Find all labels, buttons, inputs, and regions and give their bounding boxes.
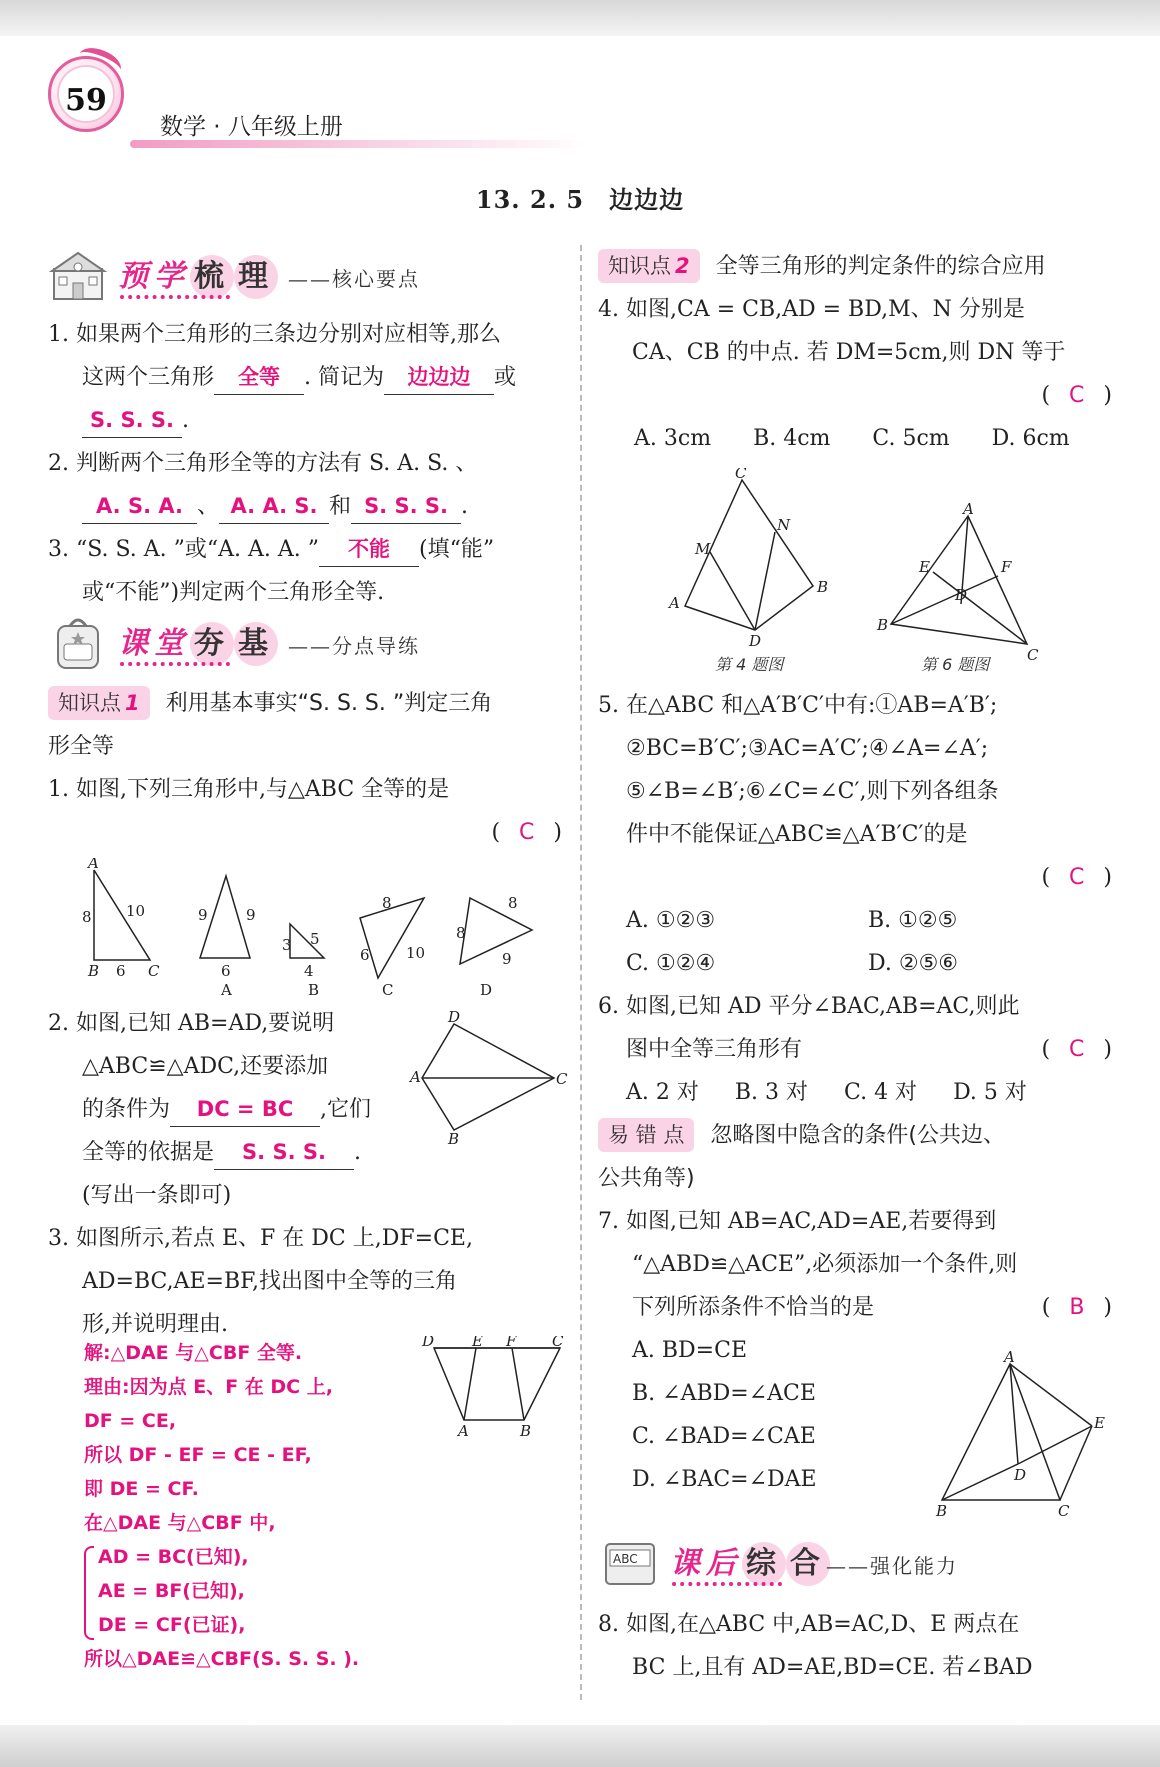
kp2-tag: 知识点 2	[598, 249, 700, 283]
preview-q2-line2: A. S. A. 、 A. A. S. 和 S. S. S. .	[48, 485, 568, 528]
svg-text:D: D	[422, 1336, 435, 1350]
preview-q3-line2: 或“不能”)判定两个三角形全等.	[82, 580, 385, 605]
svg-text:6: 6	[221, 962, 231, 980]
header-rule	[130, 140, 590, 148]
bottom-bezel	[0, 1725, 1160, 1767]
abc-book-icon	[600, 1532, 660, 1592]
banner-subtitle: ——强化能力	[826, 1554, 958, 1578]
q5-answer: ( C )	[1041, 865, 1118, 890]
svg-text:C: C	[556, 1070, 568, 1088]
option-d-label: D	[480, 981, 493, 998]
q6-line1: 6. 如图,已知 AD 平分∠BAC,AB=AC,则此	[598, 994, 1020, 1019]
svg-text:D: D	[955, 586, 968, 604]
top-bezel	[0, 0, 1160, 36]
svg-text:F: F	[1001, 558, 1012, 576]
svg-text:E: E	[1094, 1414, 1105, 1432]
svg-text:C: C	[148, 962, 160, 980]
q8: 8. 如图,在△ABC 中,AB=AC,D、E 两点在 BC 上,且有 AD=AE,BD=CE. 若∠BAD	[598, 1612, 1033, 1680]
svg-text:F: F	[506, 1336, 517, 1350]
svg-text:4: 4	[304, 962, 314, 980]
backpack-icon	[48, 612, 108, 672]
banner-subtitle: ——分点导练	[288, 634, 420, 658]
class-q1-answer: ( C )	[491, 820, 568, 845]
q7-option-b: B. ∠ABD=∠ACE	[632, 1381, 816, 1406]
q2-figure	[408, 1010, 568, 1145]
column-divider	[580, 245, 582, 1700]
svg-text:B: B	[936, 1502, 948, 1520]
fig6-shape	[891, 516, 1027, 644]
svg-text:B: B	[877, 616, 889, 634]
svg-text:C: C	[1027, 646, 1039, 664]
kp1-heading-cont: 形全等	[48, 734, 115, 759]
q5-line1: 5. 在△ABC 和△A′B′C′中有:①AB=A′B′;	[598, 693, 998, 718]
q7-line1: 7. 如图,已知 AB=AC,AD=AE,若要得到	[598, 1209, 997, 1234]
preview-q2-line1: 2. 判断两个三角形全等的方法有 S. A. S. 、	[48, 451, 478, 476]
svg-text:N: N	[777, 516, 791, 534]
q4-line1: 4. 如图,CA = CB,AD = BD,M、N 分别是	[598, 297, 1025, 322]
svg-text:B: B	[88, 962, 100, 980]
preview-questions	[48, 313, 568, 614]
svg-text:5: 5	[310, 930, 320, 948]
svg-text:6: 6	[360, 946, 370, 964]
book-title: 数学 · 八年级上册	[160, 114, 343, 140]
q7-figure	[930, 1350, 1120, 1520]
q5-line2: ②BC=B′C′;③AC=A′C′;④∠A=∠A′;	[626, 736, 989, 761]
svg-text:A: A	[1004, 1350, 1015, 1366]
svg-text:A: A	[458, 1422, 469, 1440]
svg-text:10: 10	[126, 902, 146, 920]
svg-text:10: 10	[406, 944, 426, 962]
svg-text:M: M	[695, 540, 711, 558]
err-heading: 易 错 点 忽略图中隐含的条件(公共边、	[598, 1114, 1118, 1157]
svg-text:9: 9	[246, 906, 256, 924]
svg-text:A: A	[410, 1068, 421, 1086]
svg-text:E: E	[472, 1336, 483, 1350]
q3-solution: 解:△DAE 与△CBF 全等. 理由:因为点 E、F 在 DC 上, DF = CE, 所以 DF - EF = CE - EF, 即 DE = CF. 在△DAE 与△CBF 中, AD = BC(已知), AE = BF(已知), DE = CF(已证), 所以△DAE≌△CBF(S. S. S. ).	[84, 1336, 414, 1676]
svg-text:9: 9	[502, 950, 512, 968]
svg-text:9: 9	[198, 906, 208, 924]
svg-text:8: 8	[508, 894, 518, 912]
svg-text:C: C	[1058, 1502, 1070, 1520]
preview-q1-line1: 1. 如果两个三角形的三条边分别对应相等,那么	[48, 322, 501, 347]
q5-options-row2: C. ①②④ D. ②⑤⑥	[626, 951, 959, 976]
q7-option-d: D. ∠BAC=∠DAE	[632, 1467, 817, 1492]
section-title: 13. 2. 5 边边边	[475, 185, 685, 214]
banner-class	[48, 612, 568, 672]
svg-text:B: B	[448, 1130, 460, 1145]
q7-line3: 下列所添条件不恰当的是 ( B )	[632, 1295, 1118, 1320]
err-tag: 易 错 点	[598, 1118, 694, 1152]
q5-line3: ⑤∠B=∠B′;⑥∠C=∠C′,则下列各组条	[626, 779, 999, 804]
q4-line2: CA、CB 的中点. 若 DM=5cm,则 DN 等于	[632, 340, 1066, 365]
svg-text:6: 6	[116, 962, 126, 980]
svg-text:D: D	[448, 1010, 461, 1026]
page-number: 59	[65, 83, 107, 118]
q4-options: A. 3cm B. 4cm C. 5cm D. 6cm	[634, 426, 1070, 451]
svg-text:8: 8	[456, 924, 466, 942]
option-b-label: B	[308, 981, 320, 998]
svg-text:A: A	[963, 500, 974, 518]
banner-title: 课堂 夯 基	[118, 618, 278, 666]
q5-line4: 件中不能保证△ABC≌△A′B′C′的是	[626, 822, 968, 847]
preview-q3-line1: 3. “S. S. A. ”或“A. A. A. ” 不能 (填“能”	[48, 528, 568, 571]
q7-option-c: C. ∠BAD=∠CAE	[632, 1424, 816, 1449]
fig6-caption: 第 6 题图	[921, 655, 990, 674]
banner-subtitle: ——核心要点	[288, 267, 420, 291]
q4-q6-figures	[665, 468, 1065, 678]
kp2-heading: 知识点 2 全等三角形的判定条件的综合应用	[598, 245, 1118, 288]
svg-text:B: B	[817, 578, 829, 596]
option-a-label: A	[221, 981, 232, 998]
svg-text:C: C	[552, 1336, 564, 1350]
class-q1: 1. 如图,下列三角形中,与△ABC 全等的是	[48, 777, 450, 802]
svg-text:D: D	[1014, 1466, 1027, 1484]
fig4-caption: 第 4 题图	[715, 655, 784, 674]
class-questions	[48, 682, 568, 854]
svg-text:3: 3	[282, 936, 292, 954]
class-q3: 3. 如图所示,若点 E、F 在 DC 上,DF=CE, AD=BC,AE=BF,找出图中全等的三角 形,并说明理由.	[48, 1226, 473, 1337]
err-heading-cont: 公共角等)	[598, 1166, 695, 1191]
brace-icon	[84, 1546, 94, 1640]
kp1-tag: 知识点 1	[48, 686, 150, 720]
q7-line2: “△ABD≌△ACE”,必须添加一个条件,则	[632, 1252, 1018, 1277]
svg-text:8: 8	[82, 908, 92, 926]
banner-title: 课后 综 合	[670, 1538, 830, 1586]
svg-text:B: B	[520, 1422, 532, 1440]
q3-figure	[420, 1336, 570, 1446]
preview-q1-line2: 这两个三角形 全等 . 简记为 边边边 或	[48, 356, 568, 399]
banner-after	[600, 1532, 1120, 1592]
right-column-top	[598, 245, 1118, 460]
svg-text:A: A	[669, 594, 680, 612]
banner-preview	[48, 245, 568, 305]
svg-text:D: D	[749, 632, 762, 650]
preview-q1-line3: S. S. S. .	[48, 399, 568, 442]
svg-text:C: C	[735, 468, 747, 482]
svg-text:ABC: ABC	[613, 1552, 638, 1566]
q7-option-a: A. BD=CE	[632, 1338, 748, 1363]
svg-text:E: E	[919, 558, 930, 576]
kp1-heading: 知识点 1 利用基本事实“S. S. S. ”判定三角	[48, 682, 568, 725]
option-c-label: C	[382, 981, 394, 998]
svg-text:8: 8	[382, 894, 392, 912]
solution-brace-block: AD = BC(已知), AE = BF(已知), DE = CF(已证),	[84, 1540, 414, 1642]
school-icon	[48, 245, 108, 305]
banner-title: 预学 梳 理	[118, 251, 278, 299]
q6-options: A. 2 对 B. 3 对 C. 4 对 D. 5 对	[626, 1080, 1027, 1105]
q5-options-row1: A. ①②③ B. ①②⑤	[626, 908, 958, 933]
q4-answer: ( C )	[1041, 383, 1118, 408]
q6-line2: 图中全等三角形有 ( C )	[626, 1037, 1118, 1062]
class-q2: 2. 如图,已知 AB=AD,要说明 △ABC≌△ADC,还要添加 的条件为 DC = BC ,它们 全等的依据是 S. S. S. . (写出一条即可)	[48, 1011, 372, 1208]
q1-triangles-figure	[78, 858, 548, 998]
svg-text:A: A	[88, 858, 99, 872]
